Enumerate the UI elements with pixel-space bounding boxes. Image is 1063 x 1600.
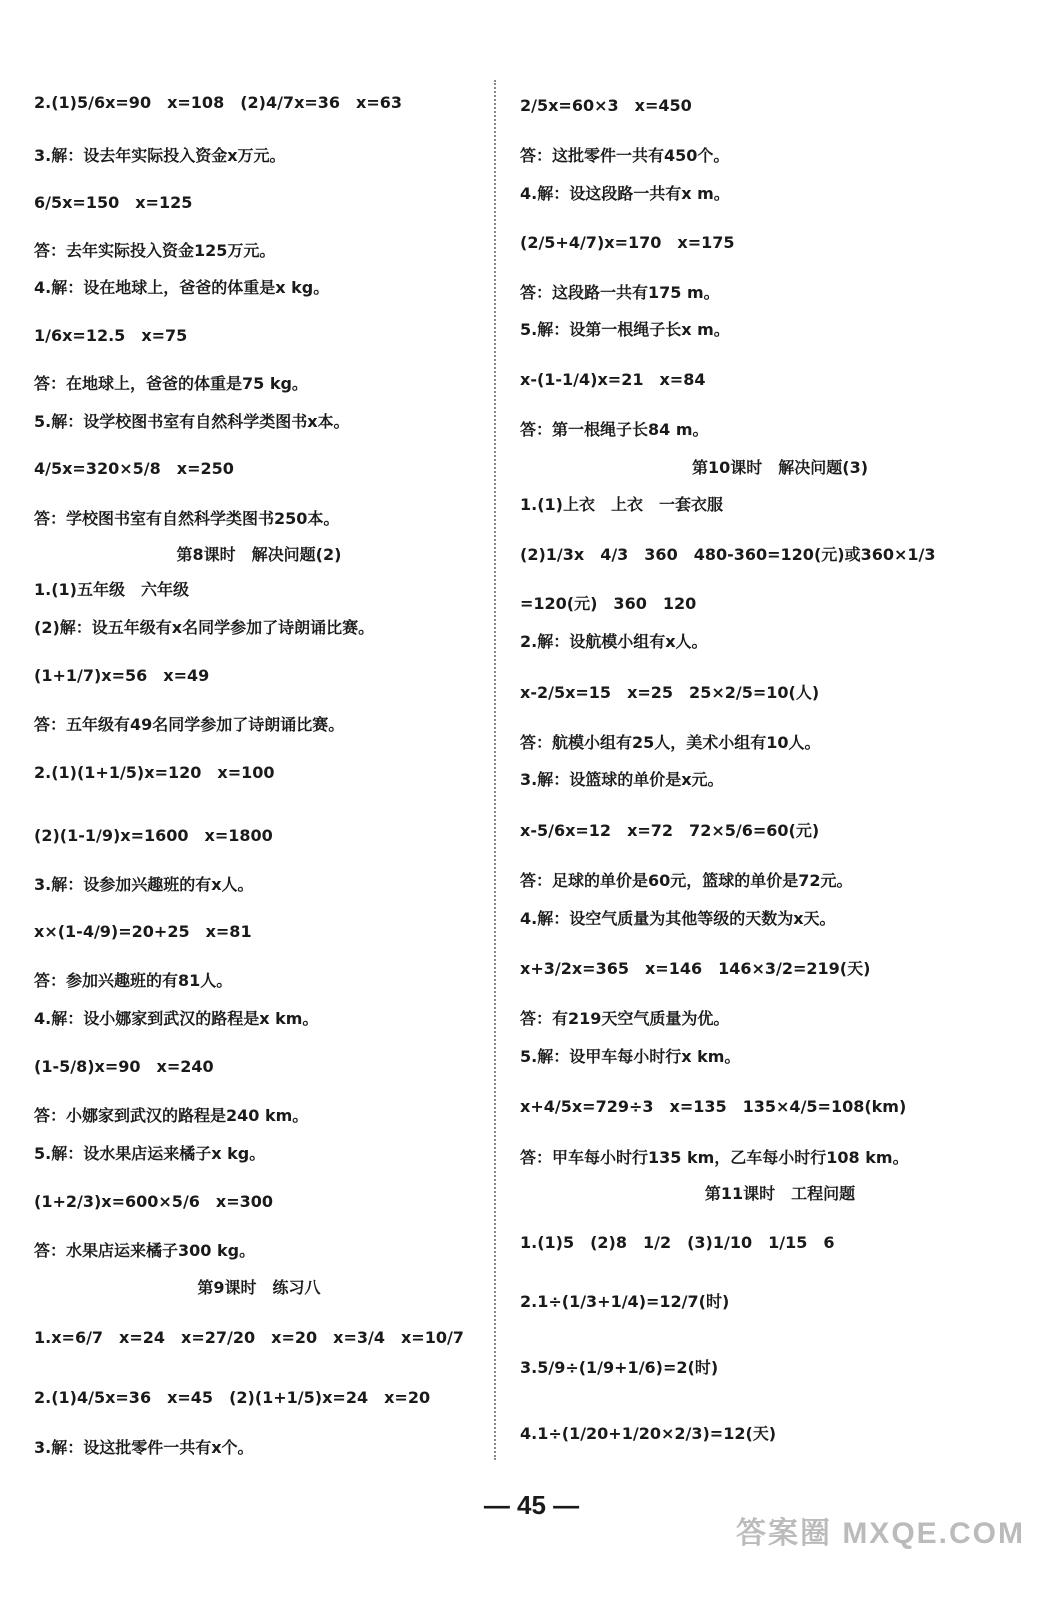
answer-line: x+4/5x=729÷3 x=135 135×4/5=108(km) bbox=[520, 1097, 907, 1116]
column-divider bbox=[494, 80, 496, 1460]
answer-line: (1+1/7)x=56 x=49 bbox=[34, 666, 210, 685]
answer-line: 答：学校图书室有自然科学类图书250本。 bbox=[34, 509, 340, 528]
answer-line: 答：水果店运来橘子300 kg。 bbox=[34, 1241, 256, 1260]
answer-line: 2.(1)(1+1/5)x=120 x=100 bbox=[34, 763, 275, 782]
answer-line: 答：参加兴趣班的有81人。 bbox=[34, 971, 233, 990]
answer-line: 答：第一根绳子长84 m。 bbox=[520, 420, 709, 439]
answer-line: 3.解：设篮球的单价是x元。 bbox=[520, 770, 724, 789]
answer-line: 答：这批零件一共有450个。 bbox=[520, 146, 730, 165]
answer-line: x-5/6x=12 x=72 72×5/6=60(元) bbox=[520, 821, 820, 840]
answer-line: 4.解：设空气质量为其他等级的天数为x天。 bbox=[520, 909, 836, 928]
answer-line: 2.(1)4/5x=36 x=45 (2)(1+1/5)x=24 x=20 bbox=[34, 1388, 431, 1407]
answer-line: 3.解：设去年实际投入资金x万元。 bbox=[34, 146, 286, 165]
section-heading: 第11课时 工程问题 bbox=[704, 1184, 856, 1203]
answer-line: 答：航模小组有25人，美术小组有10人。 bbox=[520, 733, 821, 752]
answer-line: 1/6x=12.5 x=75 bbox=[34, 326, 188, 345]
answer-line: 6/5x=150 x=125 bbox=[34, 193, 193, 212]
answer-line: (2)解：设五年级有x名同学参加了诗朗诵比赛。 bbox=[34, 618, 375, 637]
answer-line: 5.解：设甲车每小时行x km。 bbox=[520, 1047, 741, 1066]
answer-line: 4.解：设这段路一共有x m。 bbox=[520, 184, 730, 203]
answer-line: (1-5/8)x=90 x=240 bbox=[34, 1057, 214, 1076]
answer-line: (2)(1-1/9)x=1600 x=1800 bbox=[34, 826, 273, 845]
section-heading: 第9课时 练习八 bbox=[197, 1278, 321, 1297]
answer-line: (2/5+4/7)x=170 x=175 bbox=[520, 233, 735, 252]
answer-line: 5.解：设水果店运来橘子x kg。 bbox=[34, 1144, 266, 1163]
answer-line: =120(元) 360 120 bbox=[520, 594, 697, 613]
answer-line: 答：去年实际投入资金125万元。 bbox=[34, 241, 276, 260]
section-heading: 第10课时 解决问题(3) bbox=[691, 458, 869, 477]
answer-line: 3.解：设这批零件一共有x个。 bbox=[34, 1438, 254, 1457]
answer-line: 4.1÷(1/20+1/20×2/3)=12(天) bbox=[520, 1424, 777, 1443]
answer-line: 答：甲车每小时行135 km，乙车每小时行108 km。 bbox=[520, 1148, 909, 1167]
answer-line: 4.解：设在地球上，爸爸的体重是x kg。 bbox=[34, 278, 330, 297]
answer-line: 4.解：设小娜家到武汉的路程是x km。 bbox=[34, 1009, 319, 1028]
answer-line: 2.解：设航模小组有x人。 bbox=[520, 632, 708, 651]
answer-line: 答：这段路一共有175 m。 bbox=[520, 283, 720, 302]
answer-line: 答：在地球上，爸爸的体重是75 kg。 bbox=[34, 374, 308, 393]
answer-line: x-2/5x=15 x=25 25×2/5=10(人) bbox=[520, 683, 820, 702]
answer-line: 1.(1)五年级 六年级 bbox=[34, 580, 189, 599]
answer-line: 答：小娜家到武汉的路程是240 km。 bbox=[34, 1106, 309, 1125]
answer-line: 4/5x=320×5/8 x=250 bbox=[34, 459, 234, 478]
answer-line: x×(1-4/9)=20+25 x=81 bbox=[34, 922, 252, 941]
answer-line: 1.(1)上衣 上衣 一套衣服 bbox=[520, 495, 723, 514]
answer-line: 1.(1)5 (2)8 1/2 (3)1/10 1/15 6 bbox=[520, 1233, 835, 1252]
page-number: — 45 — bbox=[483, 1490, 580, 1520]
answer-line: (2)1/3x 4/3 360 480-360=120(元)或360×1/3 bbox=[520, 545, 936, 564]
answer-line: 3.5/9÷(1/9+1/6)=2(时) bbox=[520, 1358, 719, 1377]
answer-line: 答：足球的单价是60元，篮球的单价是72元。 bbox=[520, 871, 853, 890]
answer-line: 1.x=6/7 x=24 x=27/20 x=20 x=3/4 x=10/7 bbox=[34, 1328, 464, 1347]
answer-line: x-(1-1/4)x=21 x=84 bbox=[520, 370, 706, 389]
answer-line: x+3/2x=365 x=146 146×3/2=219(天) bbox=[520, 959, 871, 978]
answer-line: 2.(1)5/6x=90 x=108 (2)4/7x=36 x=63 bbox=[34, 93, 403, 112]
answer-line: (1+2/3)x=600×5/6 x=300 bbox=[34, 1192, 274, 1211]
answer-line: 5.解：设学校图书室有自然科学类图书x本。 bbox=[34, 412, 350, 431]
answer-line: 答：五年级有49名同学参加了诗朗诵比赛。 bbox=[34, 715, 345, 734]
answer-line: 3.解：设参加兴趣班的有x人。 bbox=[34, 875, 254, 894]
section-heading: 第8课时 解决问题(2) bbox=[176, 545, 342, 564]
answer-line: 答：有219天空气质量为优。 bbox=[520, 1009, 730, 1028]
answer-line: 5.解：设第一根绳子长x m。 bbox=[520, 320, 730, 339]
answer-line: 2/5x=60×3 x=450 bbox=[520, 96, 692, 115]
answer-line: 2.1÷(1/3+1/4)=12/7(时) bbox=[520, 1292, 730, 1311]
watermark-logo: 答案圈 MXQE.COM bbox=[735, 1517, 1025, 1550]
